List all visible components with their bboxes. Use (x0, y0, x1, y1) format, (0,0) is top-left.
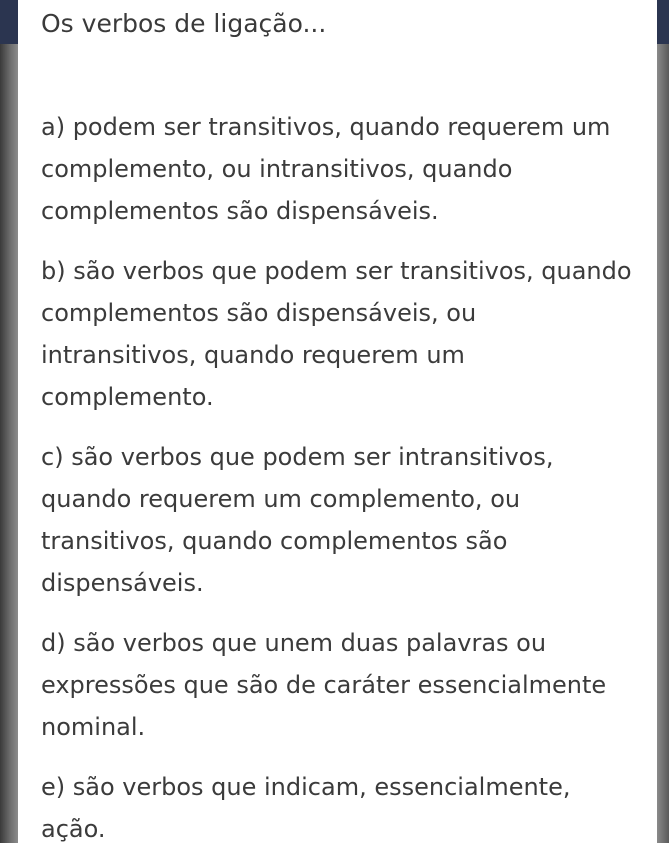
option-b[interactable]: b) são verbos que podem ser transitivos, quando complementos são dispensáveis, ou intransitivos, quando requerem um complemento. (41, 257, 632, 411)
background-right-edge (657, 0, 669, 843)
background-left-corner (0, 0, 18, 44)
background-left-edge (0, 0, 18, 843)
answer-options (41, 106, 637, 843)
option-d[interactable]: d) são verbos que unem duas palavras ou expressões que são de caráter essencialmente nominal. (41, 629, 607, 741)
question-card (18, 0, 657, 843)
option-c[interactable]: c) são verbos que podem ser intransitivos, quando requerem um complemento, ou transitivos, quando complementos são dispensáveis. (41, 443, 554, 597)
option-e[interactable]: e) são verbos que indicam, essencialmente, ação. (41, 773, 571, 843)
question-text: Os verbos de ligação... (41, 9, 327, 38)
background-right-corner (657, 0, 669, 44)
option-a[interactable]: a) podem ser transitivos, quando requerem um complemento, ou intransitivos, quando complementos são dispensáveis. (41, 113, 611, 225)
